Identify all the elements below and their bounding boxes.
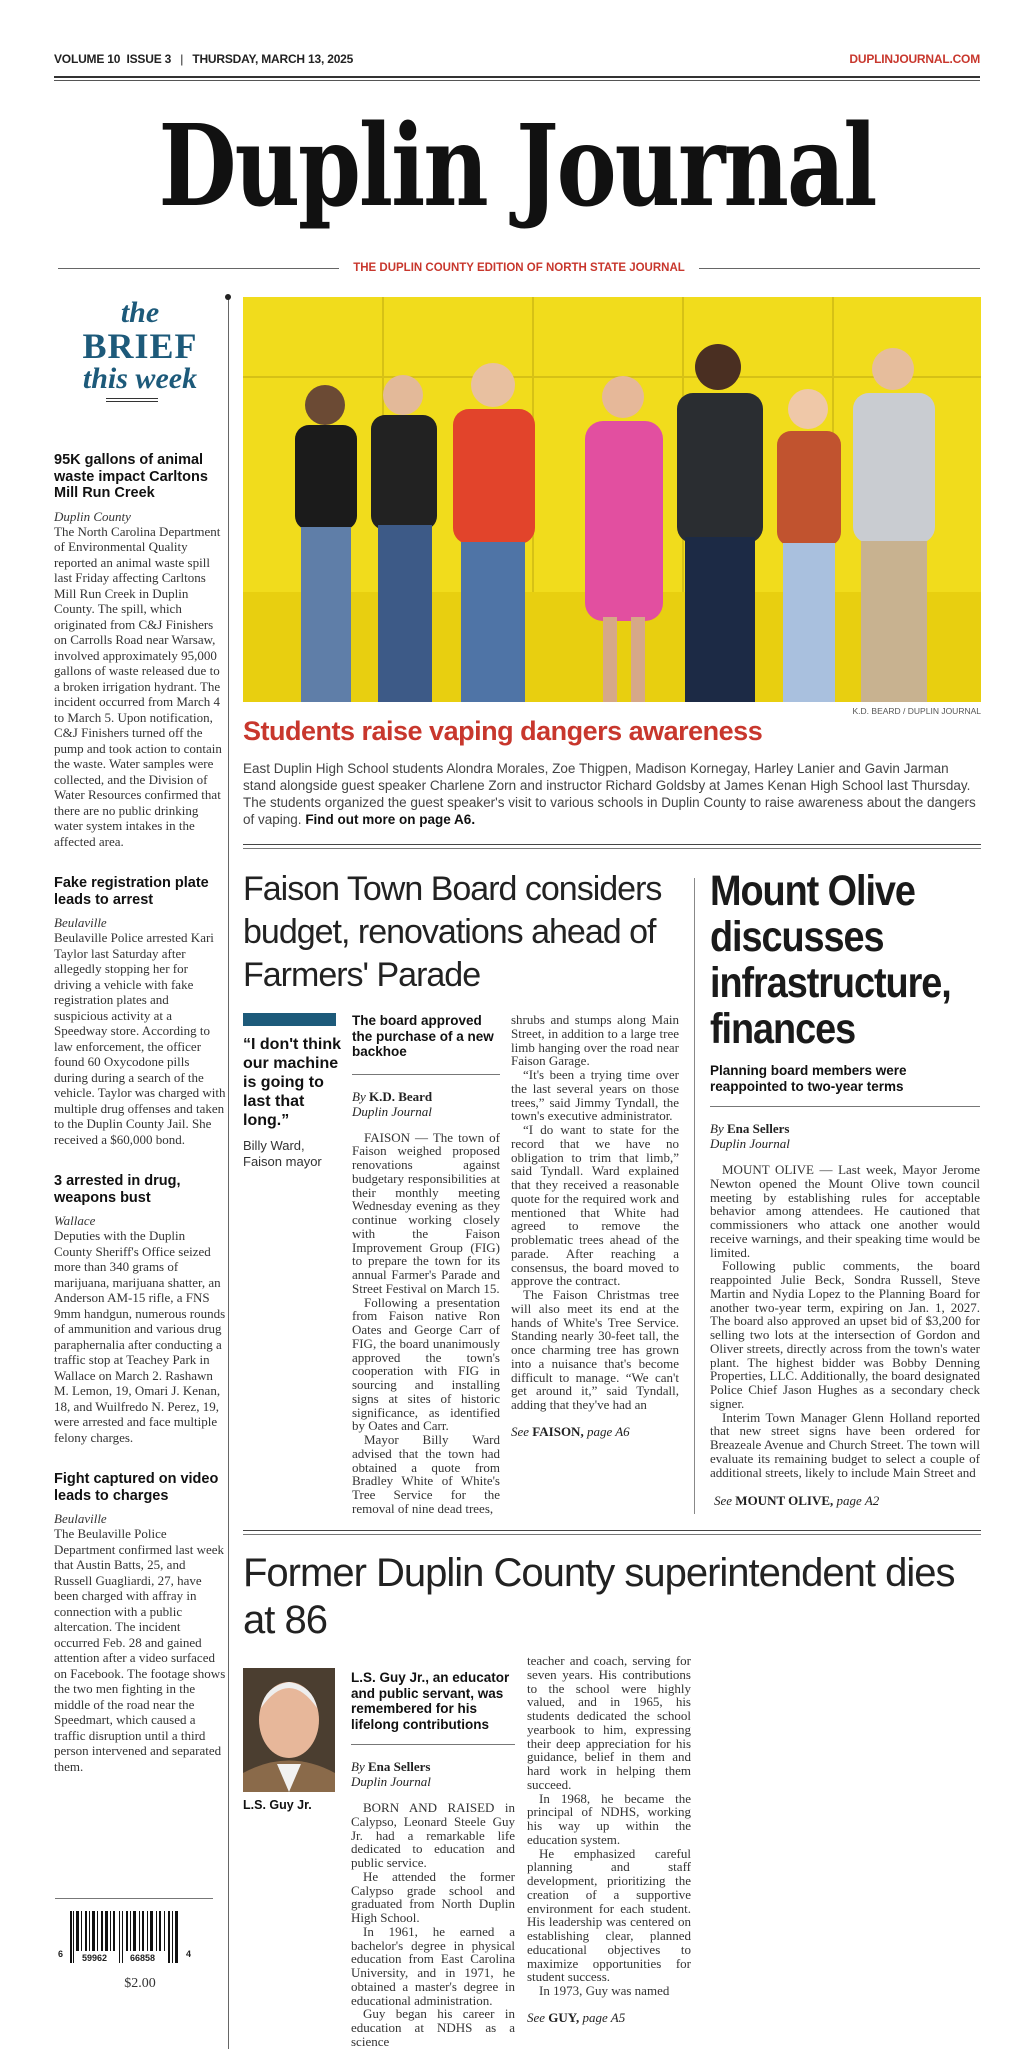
mount-olive-subhead: Planning board members were reappointed to two-year terms — [710, 1063, 907, 1094]
faison-column-2 — [511, 1013, 679, 1440]
byline-by: By — [710, 1121, 724, 1136]
byline-outlet: Duplin Journal — [352, 1103, 432, 1119]
paragraph: In 1961, he earned a bachelor's degree in physical education from East Carolina University, and in 1971, he obtained a master's degree in educational administration. — [351, 1923, 515, 2008]
brief-dateline: Duplin County — [54, 508, 131, 524]
brief-dateline: Beulaville — [54, 915, 107, 930]
byline-outlet-line — [351, 1774, 515, 1789]
pull-quote: “I don't think our machine is going to last that long.” — [243, 1036, 342, 1129]
jump-see: See — [511, 1423, 530, 1439]
headline-line: discusses — [710, 913, 884, 961]
byline — [351, 1759, 515, 1774]
price: $2.00 — [124, 1976, 156, 1991]
brief-item[interactable] — [54, 1173, 226, 1445]
caption-text: East Duplin High School students Alondra Morales, Zoe Thigpen, Madison Kornegay, Harley Lanier and Gavin Jarman stand alongside guest speaker Charlene Zorn and instructor Richard Goldsby at James Kenan High School last Thursday. The students organized the guest speaker's visit to various schools in Duplin County to raise awareness about the dangers of vaping. — [243, 761, 976, 827]
jump-word: GUY, — [548, 2009, 580, 2025]
byline-by: By — [351, 1759, 365, 1774]
portrait-image — [243, 1668, 335, 1792]
headline-line: Mount Olive — [710, 867, 915, 915]
faison-jump-link[interactable] — [511, 1424, 679, 1440]
brief-item[interactable] — [54, 875, 226, 1147]
faison-column-1 — [352, 1013, 500, 1516]
faison-headline[interactable]: Faison Town Board considers budget, renovations ahead of Farmers' Parade — [243, 870, 662, 994]
barcode — [58, 1911, 218, 1966]
sidebar-divider — [228, 298, 229, 2049]
sidebar-divider-dot — [225, 294, 231, 300]
mount-olive-story — [710, 1063, 980, 1509]
guy-portrait-photo — [243, 1668, 335, 1792]
obituary-headline[interactable]: Former Duplin County superintendent dies at 86 — [243, 1551, 955, 1642]
brief-body: The Beulaville Police Department confirmed last week that Austin Batts, 25, and Russell Guagliardi, 27, have been charged with affray in connection with a public altercation. The incident occurred Feb. 28 and gained attention after a video surfaced on Facebook. The footage shows the two men fighting in the middle of the road near the Speedmart, which caused a traffic disruption until a third person intervened and separated them. — [54, 1526, 226, 1774]
jump-page: page A6 — [586, 1423, 630, 1439]
brief-divider — [106, 398, 158, 402]
obituary-column-1 — [351, 1670, 515, 2049]
jump-see: See — [714, 1493, 733, 1509]
brief-headline[interactable]: 3 arrested in drug, weapons bust — [54, 1173, 181, 1206]
paragraph: In 1968, he became the principal of NDHS, working his way up within the education system. — [527, 1790, 691, 1847]
paragraph: In 1973, Guy was named — [539, 1983, 670, 1998]
caption-link[interactable]: Find out more on page A6. — [305, 812, 476, 827]
lead-headline[interactable]: Students raise vaping dangers awareness — [243, 716, 763, 746]
brief-title — [54, 298, 226, 394]
paragraph: “It's been a trying time over the last several years on those trees,” said Jimmy Tyndall, the town's executive administrator. — [511, 1067, 679, 1124]
byline-outlet-line — [710, 1136, 980, 1151]
obituary-section — [243, 1530, 981, 2059]
paragraph: Guy began his career in education at NDHS as a science — [351, 2006, 515, 2049]
jump-page: page A5 — [582, 2009, 626, 2025]
brief-body: The North Carolina Department of Environmental Quality reported an animal waste spill last Friday affecting Carltons Mill Run Creek in Duplin County. The spill, which originated from C&J Finishers on Carrolls Road near Warsaw, involved approximately 95,000 gallons of waste released due to a broken irrigation hydrant. The incident occurred from March 4 to March 5. Upon notification, C&J Finishers turned off the pump and took action to contain the waste. Water samples were collected, and the Division of Water Resources confirmed that there are no public drinking water system intakes in the affected area. — [54, 523, 222, 849]
paragraph: Interim Town Manager Glenn Holland reported that new street signs have been ordered for Breazeale Avenue and Church Street. The town will evaluate its remaining budget to select a couple of additional streets, likely to include Main Street and — [710, 1409, 980, 1480]
byline — [352, 1089, 500, 1104]
brief-title-week: this week — [82, 362, 198, 395]
byline-by: By — [352, 1088, 366, 1104]
brief-title-the: the — [120, 296, 160, 329]
jump-page: page A2 — [836, 1493, 880, 1509]
issue-date: THURSDAY, MARCH 13, 2025 — [192, 52, 354, 66]
portrait-caption: L.S. Guy Jr. — [243, 1798, 312, 1812]
headline-line: infrastructure, — [710, 959, 951, 1007]
paragraph: He emphasized careful planning and staff development, prioritizing the creation of a supportive environment for each student. His leadership was centered on establishing clear, planned educational objectives to maximize opportunities for student success. — [527, 1845, 691, 1985]
mount-olive-headline[interactable] — [710, 868, 956, 1052]
byline-author: Ena Sellers — [367, 1759, 431, 1774]
byline-author: K.D. Beard — [368, 1088, 433, 1104]
paragraph: “I do want to state for the record that we have no obligation to trim that limb,” said Tyndall. Ward explained that they received a reasonable quote for the required work and mentioned that White had agreed to remove the problematic trees ahead of the parade. After reaching a consensus, the board moved to approve the contract. — [511, 1122, 679, 1289]
paragraph: Following a presentation from Faison native Ron Oates and George Carr of FIG, the board unanimously approved the town's cooperation with FIG in sourcing and installing signs at sites of historic significance, as identified by Oates and Carr. — [352, 1294, 500, 1434]
brief-headline[interactable]: Fight captured on video leads to charges — [54, 1471, 219, 1504]
brief-body: Beulaville Police arrested Kari Taylor last Saturday after allegedly stopping her for driving a vehicle with fake registration plates and suspicious activity at a Speedway store. According to law enforcement, the officer found 60 Oxycodone pills during during a search of the vehicle. Taylor was charged with multiple drug offenses and taken to the Duplin County Jail. She received a $60,000 bond. — [54, 930, 226, 1147]
barcode-rule — [55, 1898, 213, 1899]
subhead-rule — [710, 1106, 980, 1107]
barcode-digits-1: 59962 — [82, 1953, 108, 1963]
paragraph: shrubs and stumps along Main Street, in addition to a large tree limb hanging over the road near Faison Garage. — [511, 1012, 679, 1069]
brief-dateline: Wallace — [54, 1213, 96, 1228]
brief-list — [54, 452, 226, 1992]
jump-see: See — [527, 2009, 546, 2025]
issue-separator: | — [180, 52, 184, 66]
pull-quote-bar — [243, 1013, 336, 1026]
masthead-logo: Duplin Journal — [158, 99, 876, 233]
brief-headline[interactable]: Fake registration plate leads to arrest — [54, 875, 209, 908]
byline-author: Ena Sellers — [726, 1121, 790, 1136]
brief-item[interactable] — [54, 452, 226, 849]
byline — [710, 1121, 980, 1136]
tagline-text: THE DUPLIN COUNTY EDITION OF NORTH STATE JOURNAL — [353, 262, 685, 274]
subhead-rule — [352, 1074, 500, 1075]
byline-outlet: Duplin Journal — [710, 1136, 790, 1151]
brief-body: Deputies with the Duplin County Sheriff's Office seized more than 340 grams of marijuana, marijuana shatter, an Anderson AM-15 rifle, a FNS 9mm handgun, numerous rounds of ammunition and various drug paraphernalia after conducting a traffic stop at Teachey Park in Wallace on March 2. Rashawn M. Lemon, 19, Omari J. Kenan, 18, and Wuilfredo N. Perez, 19, were arrested and face multiple felony charges. — [54, 1228, 226, 1445]
tagline — [58, 262, 980, 274]
jump-word: MOUNT OLIVE, — [735, 1493, 834, 1509]
brief-item[interactable] — [54, 1471, 226, 1774]
lead-caption — [243, 760, 981, 828]
section-rule — [243, 1530, 981, 1535]
barcode-left-digit: 6 — [58, 1949, 64, 1959]
paragraph: He attended the former Calypso grade school and graduated from North Duplin High School. — [351, 1868, 515, 1925]
students-group-photo — [243, 297, 981, 702]
price-box — [54, 1888, 226, 1992]
paragraph: BORN AND RAISED in Calypso, Leonard Steele Guy Jr. had a remarkable life dedicated to education and public service. — [351, 1800, 515, 1870]
jump-word: FAISON, — [532, 1423, 584, 1439]
paragraph: MOUNT OLIVE — Last week, Mayor Jerome Newton opened the Mount Olive town council meeting by establishing rules for acceptable behavior among attendees. He cautioned that commissioners who attack one another would receive warnings, and their speaking time would be limited. — [710, 1162, 980, 1260]
byline-outlet-line — [352, 1104, 500, 1119]
faison-subhead: The board approved the purchase of a new backhoe — [352, 1013, 494, 1059]
brief-title-main: BRIEF — [82, 326, 198, 366]
photo-credit: K.D. BEARD / DUPLIN JOURNAL — [852, 706, 981, 716]
paragraph: Following public comments, the board reappointed Julie Beck, Sondra Russell, Steve Martin and Nydia Lopez to the Planning Board for another two-year term, expiring on Jan. 1, 2027. The board also approved an upset bid of $3,200 for selling two lots at the intersection of Gordon and Oliver streets, directly across from the town's water plant. The highest bidder was Bobby Denning Properties, LLC. Additionally, the board designated Police Chief Jason Hughes as a secondary check signer. — [710, 1258, 980, 1411]
section-rule — [243, 844, 981, 849]
paragraph: The Faison Christmas tree will also meet its end at the hands of White's Tree Service. Standing nearly 30-feet tall, the once charming tree has grown into a nuisance that's become difficult to manage. “We can't get around it,” said Tyndall, adding that they've had an — [511, 1287, 679, 1412]
byline-outlet: Duplin Journal — [351, 1774, 431, 1789]
headline-line: finances — [710, 1005, 856, 1053]
barcode-right-digit: 4 — [186, 1949, 192, 1959]
brief-dateline: Beulaville — [54, 1511, 107, 1526]
paragraph: teacher and coach, serving for seven years. His contributions to the school were highly valued, and in 1965, his students dedicated the school yearbook to him, expressing their deep appreciation for his guidance, belief in them and hard work in helping them succeed. — [527, 1653, 691, 1792]
barcode-digits-2: 66858 — [130, 1953, 156, 1963]
guy-jump-link[interactable] — [527, 2010, 691, 2026]
issue-bar — [54, 52, 980, 66]
pull-quote-box — [243, 1013, 343, 1170]
column-divider — [694, 878, 695, 1514]
mount-olive-jump-link[interactable] — [710, 1493, 980, 1509]
quote-attribution: Billy Ward, Faison mayor — [243, 1138, 322, 1169]
obituary-column-2 — [527, 1654, 691, 2026]
subhead-rule — [351, 1744, 515, 1745]
website-link[interactable]: DUPLINJOURNAL.COM — [849, 52, 980, 66]
brief-headline[interactable]: 95K gallons of animal waste impact Carltons Mill Run Creek — [54, 452, 208, 501]
paragraph: FAISON — The town of Faison weighed proposed renovations against budgetary responsibilities at their monthly meeting Wednesday evening as they continue working closely with the Faison Improvement Group (FIG) to prepare the town for its annual Farmer's Parade and Street Festival on March 15. — [352, 1129, 500, 1296]
paragraph: Mayor Billy Ward advised that the town had obtained a quote from Bradley White of White's Tree Service for the removal of nine dead trees, — [352, 1432, 500, 1516]
lead-photo[interactable] — [243, 297, 981, 702]
obituary-subhead: L.S. Guy Jr., an educator and public servant, was remembered for his lifelong contributions — [351, 1670, 510, 1732]
issue-number: VOLUME 10 ISSUE 3 — [54, 52, 172, 66]
